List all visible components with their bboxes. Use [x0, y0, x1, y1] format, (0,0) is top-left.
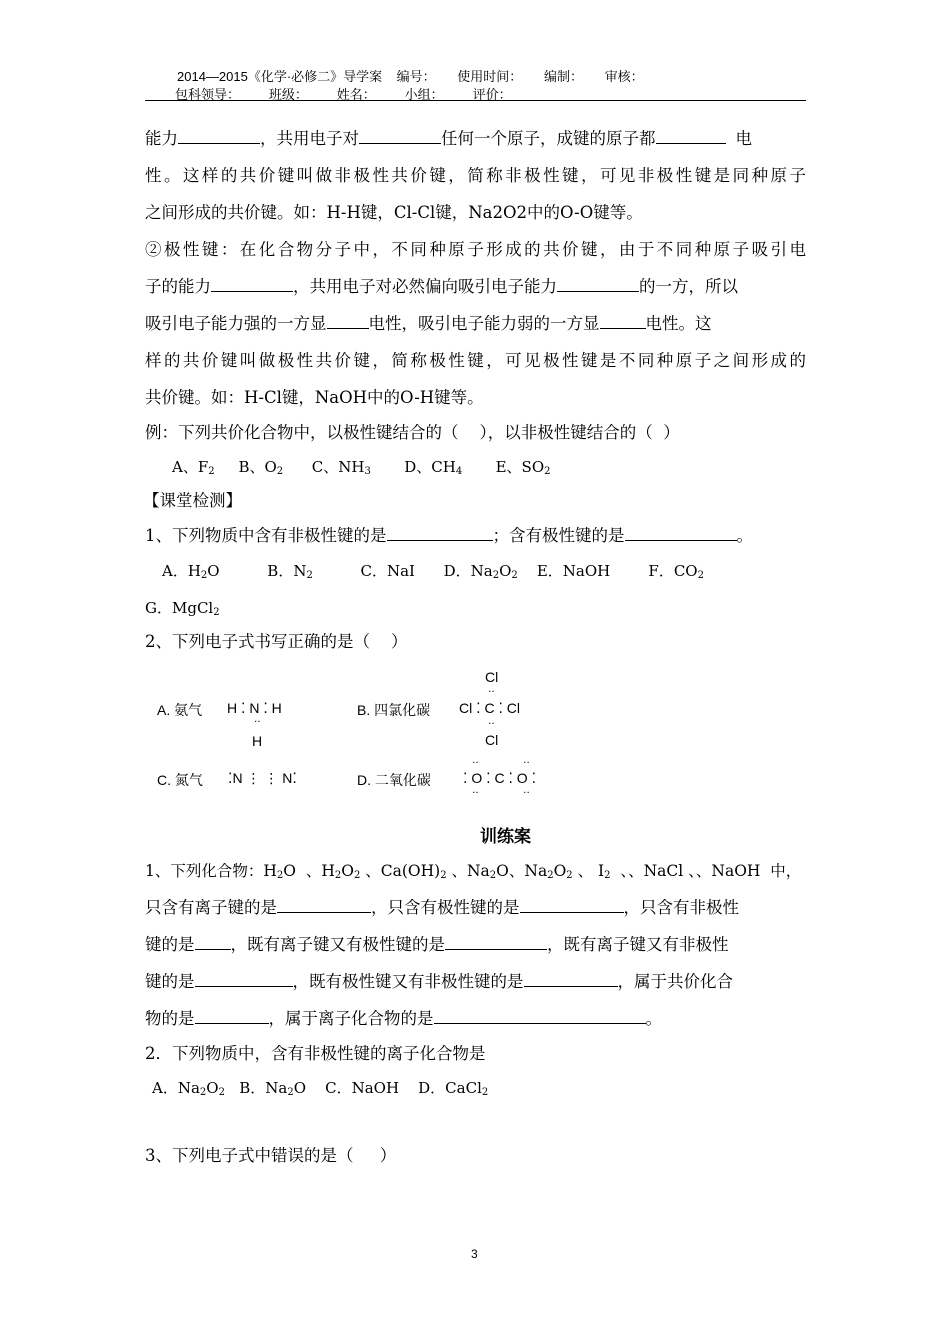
training-q1-line-2: 只含有离子键的是 ，只含有极性键的是 ，只含有非极性	[145, 898, 739, 917]
training-q1-line-5: 物的是 ，属于离子化合物的是 。	[145, 1009, 662, 1028]
ccl4-dots-top: ‥	[488, 684, 495, 695]
body-line-6: 吸引电子能力强的一方显 电性，吸引电子能力弱的一方显 电性。这	[145, 314, 712, 333]
ccl4-formula: Cl ⁚ C ⁚ Cl	[459, 700, 521, 716]
nh3-bottom-h: H	[252, 733, 263, 749]
ccl4-dots-bottom: ‥	[488, 716, 495, 727]
training-q1-line-1: 1、下列化合物：$H_2O$ 、$H_2O_2$ 、$Ca(OH)_2$ 、$Na_2O$、$Na_2O_2$ 、 $I_2$ 、、NaCl 、、NaOH 中，	[145, 862, 802, 881]
question-1: 1、下列物质中含有非极性键的是 ；含有极性键的是 。	[145, 526, 753, 545]
question-2: 2、下列电子式书写正确的是（ ）	[145, 632, 408, 651]
option-b-label: B. 四氯化碳	[357, 702, 431, 718]
page-number: 3	[471, 1247, 478, 1261]
nh3-formula: H ⁚ N ⁚ H	[227, 700, 282, 716]
question-1-option-g: G．MgCl$_2$	[145, 599, 220, 618]
nh3-dots: ‥	[254, 714, 261, 725]
body-line-9: 例：下列共价化合物中，以极性键结合的（ ），以非极性键结合的（ ）	[145, 423, 680, 442]
training-q2-options: A．$Na_2O_2$ B．$Na_2O$ C．NaOH D．CaCl$_2$	[152, 1079, 489, 1098]
ccl4-top-cl: Cl	[485, 669, 499, 685]
question-1-options: A．$H_2O$ B．$N_2$ C．NaI D．$Na_2O_2$ E．NaOH F．$CO_2$	[162, 562, 704, 581]
body-line-7: 样的共价键叫做极性共价键，简称极性键，可见极性键是不同种原子之间形成的	[145, 351, 806, 370]
body-line-1: 能力 ，共用电子对 任何一个原子，成键的原子都 电	[145, 129, 752, 148]
option-d-label: D. 二氧化碳	[357, 772, 431, 788]
training-q1-line-3: 键的是 ，既有离子键又有极性键的是 ，既有离子键又有非极性	[145, 935, 729, 954]
training-q2: 2．下列物质中，含有非极性键的离子化合物是	[145, 1044, 486, 1063]
co2-dots-bottom: ‥ ‥	[472, 785, 530, 796]
body-line-8: 共价键。如：H-Cl键，NaOH中的O-H键等。	[145, 388, 484, 407]
n2-formula: ⁚N ⋮ ⋮ N⁚	[228, 770, 297, 786]
training-q3: 3、下列电子式中错误的是（ ）	[145, 1146, 397, 1165]
training-title: 训练案	[480, 827, 531, 846]
training-q1-line-4: 键的是 ，既有极性键又有非极性键的是 ，属于共价化合	[145, 972, 733, 991]
body-line-3: 之间形成的共价键。如：H-H键，Cl-Cl键，Na2O2中的O-O键等。	[145, 203, 643, 222]
example-options: A、$F_2$ B、$O_2$ C、$NH_3$ D、$CH_4$ E、$SO_2$	[172, 458, 551, 477]
ccl4-bottom-cl: Cl	[485, 732, 499, 748]
body-line-4: ②极性键：在化合物分子中，不同种原子形成的共价键，由于不同种原子吸引电	[145, 240, 806, 259]
body-line-5: 子的能力 ，共用电子对必然偏向吸引电子能力 的一方，所以	[145, 277, 738, 296]
co2-dots-top: ‥ ‥	[472, 755, 530, 766]
option-c-label: C. 氮气	[157, 772, 203, 788]
co2-formula: ⁚ O ⁚ C ⁚ O ⁚	[463, 770, 537, 786]
header-rule	[145, 100, 806, 101]
section-classroom-check: 【课堂检测】	[143, 491, 242, 510]
header-line-2: 包科领导： 班级： 姓名： 小组： 评价：	[175, 87, 512, 102]
body-line-2: 性。这样的共价键叫做非极性共价键，简称非极性键，可见非极性键是同种原子	[145, 166, 806, 185]
header-line-1: 2014—2015《化学·必修二》导学案 编号： 使用时间： 编制： 审核：	[177, 69, 644, 84]
option-a-label: A. 氨气	[157, 702, 203, 718]
